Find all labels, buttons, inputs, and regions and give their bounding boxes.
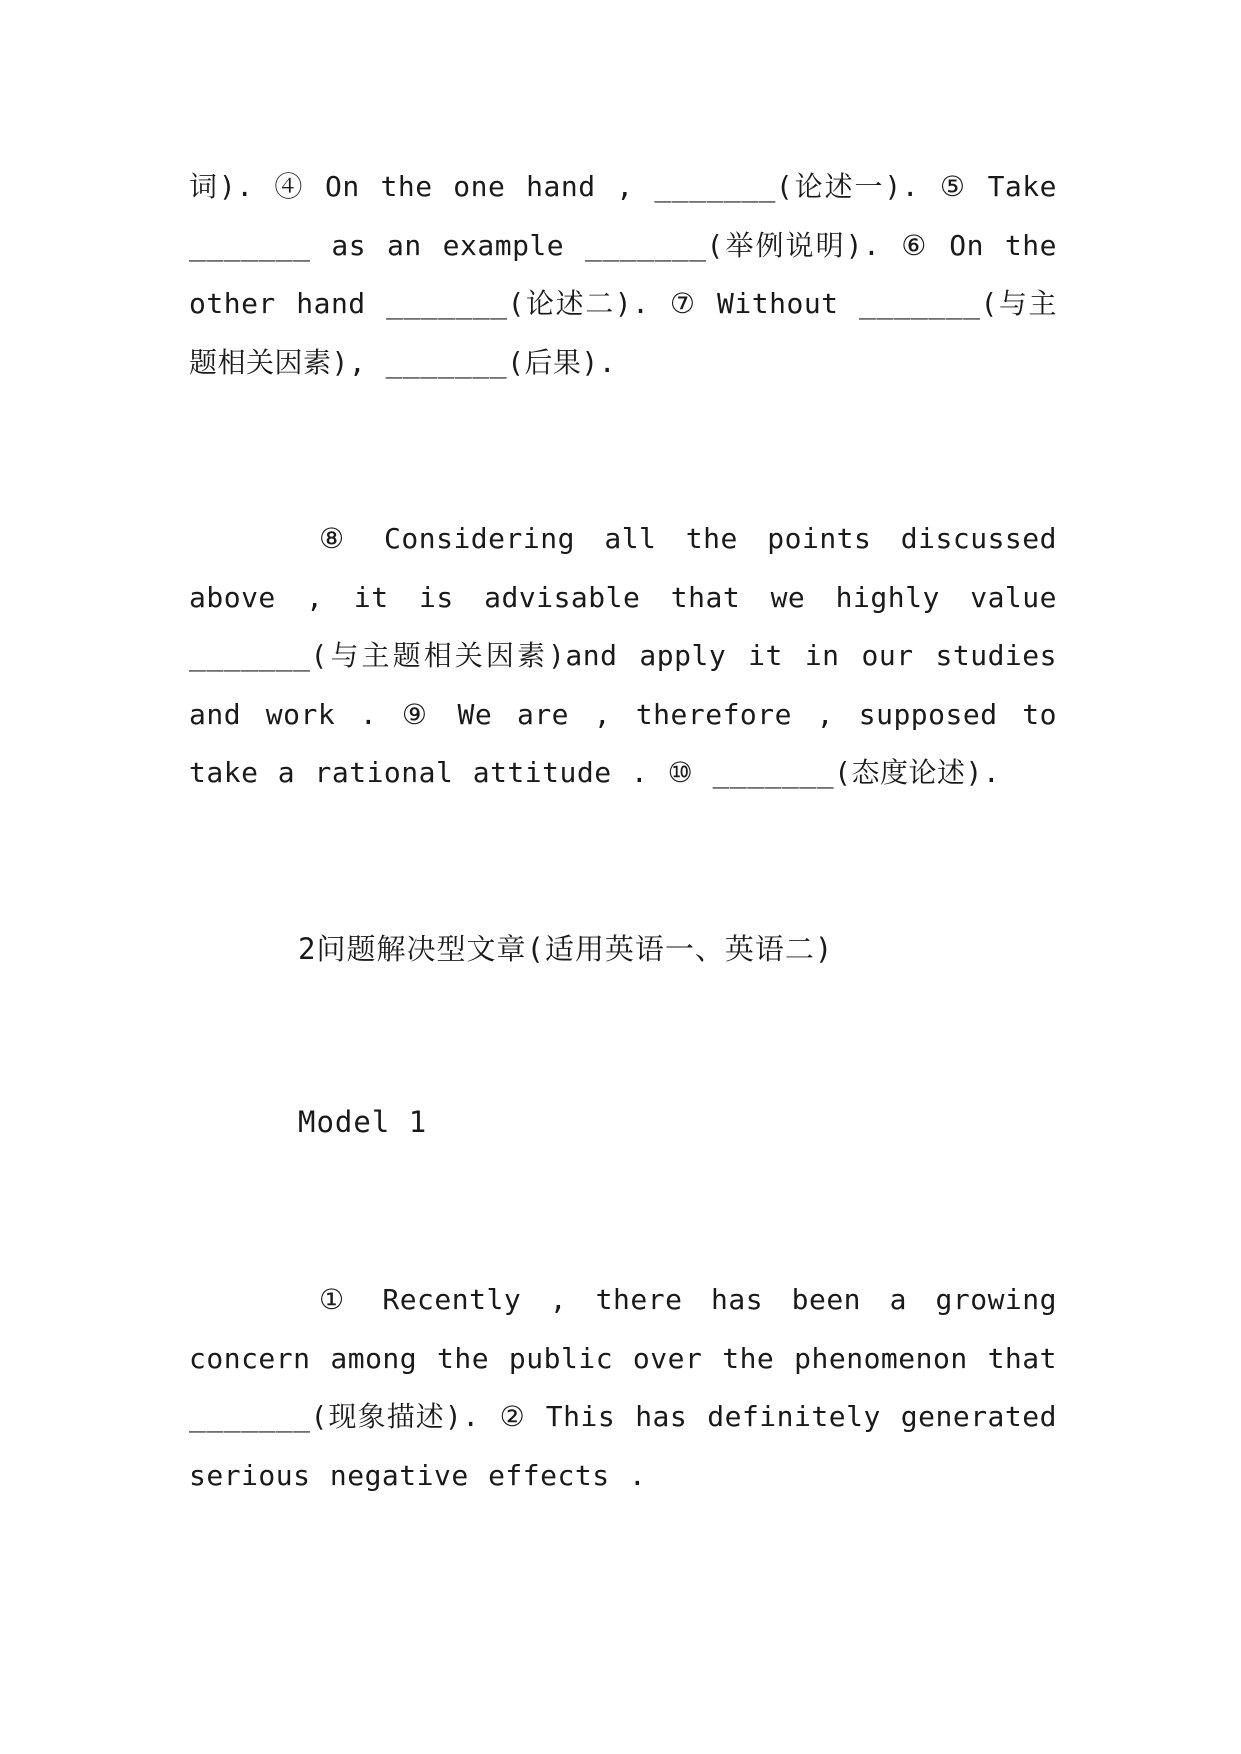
model-label: Model 1 <box>298 1105 428 1139</box>
paragraph-conclusion: ⑧ Considering all the points discussed above , it is advisable that we highly value _______(与主题相关因素)and apply it in our studies and work . ⑨ We are , therefore , supposed to take a rational attitude . ⑩ _______(态度论述). <box>189 522 1057 789</box>
paragraph-model-1-intro: ① Recently , there has been a growing concern among the public over the phenomenon that _______(现象描述). ② This has definitely generated serious negative effects . <box>189 1283 1057 1492</box>
paragraph-arguments: 词). ④ On the one hand , _______(论述一). ⑤ Take _______ as an example _______(举例说明). ⑥ On the other hand _______(论述二). ⑦ Without _______(与主题相关因素), _______(后果). <box>189 170 1057 379</box>
section-heading: 2问题解决型文章(适用英语一、英语二) <box>298 932 834 966</box>
